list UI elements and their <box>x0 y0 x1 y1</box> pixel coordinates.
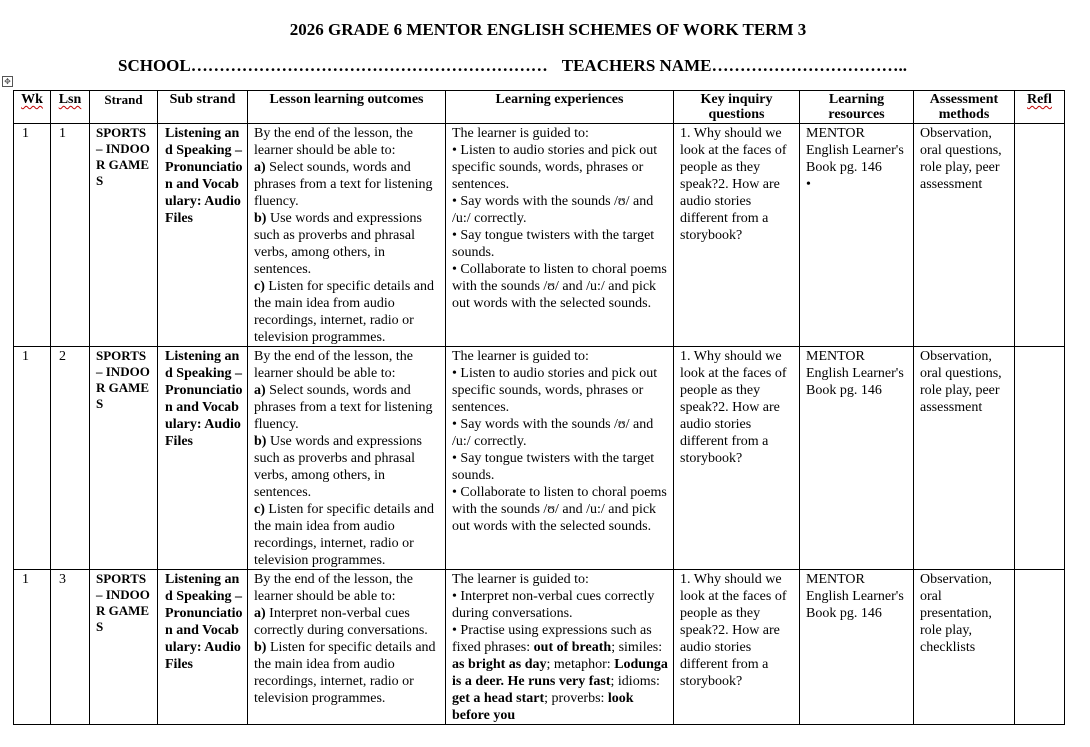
header-inquiry: Key inquiry questions <box>674 91 800 124</box>
table-row <box>14 570 1065 725</box>
cell-assessment: Observation, oral questions, role play, peer assessment <box>914 347 1015 570</box>
table-move-handle-icon[interactable]: ✥ <box>2 76 13 87</box>
school-teacher-line <box>118 56 907 76</box>
cell-experiences: The learner is guided to: • Listen to audio stories and pick out specific sounds, words, phrases or sentences. • Say words with the sounds /ʊ/ and /u:/ correctly. • Say tongue twisters with the target sounds. • Collaborate to listen to choral poems with the sounds /ʊ/ and /u:/ and pick out words with the selected sounds. <box>446 124 674 347</box>
cell-outcomes: By the end of the lesson, the learner should be able to: a) Select sounds, words and phrases from a text for listening fluency. b) Use words and expressions such as proverbs and phrasal verbs, among others, in sentences. c) Listen for specific details and the main idea from audio recordings, internet, radio or television programmes. <box>248 124 446 347</box>
table-header-row <box>14 91 1065 124</box>
cell-lsn: 2 <box>51 347 90 570</box>
header-wk: Wk <box>14 91 51 124</box>
cell-experiences: The learner is guided to: • Interpret non-verbal cues correctly during conversations. • Practise using expressions such as fixed phrases: out of breath; similes: as bright as day; metaphor: Lodunga is a deer. He runs very fast; idioms: get a head start; proverbs: look before you <box>446 570 674 725</box>
teacher-name-label: TEACHERS NAME…………………………….. <box>561 56 907 75</box>
table-row <box>14 124 1065 347</box>
header-lsn: Lsn <box>51 91 90 124</box>
cell-wk: 1 <box>14 347 51 570</box>
cell-wk: 1 <box>14 124 51 347</box>
header-strand: Strand <box>90 91 158 124</box>
cell-assessment: Observation, oral presentation, role play, checklists <box>914 570 1015 725</box>
header-experiences: Learning experiences <box>446 91 674 124</box>
cell-strand: SPORTS – INDOOR GAMES <box>90 124 158 347</box>
school-label: SCHOOL……………………………………………………… <box>118 56 548 75</box>
header-reflection: Refl <box>1015 91 1065 124</box>
cell-outcomes: By the end of the lesson, the learner should be able to: a) Interpret non-verbal cues correctly during conversations. b) Listen for specific details and the main idea from audio recordings, internet, radio or television programmes. <box>248 570 446 725</box>
header-assessment: Assessment methods <box>914 91 1015 124</box>
table-row <box>14 347 1065 570</box>
cell-lsn: 1 <box>51 124 90 347</box>
header-outcomes: Lesson learning outcomes <box>248 91 446 124</box>
cell-wk: 1 <box>14 570 51 725</box>
cell-reflection[interactable] <box>1015 124 1065 347</box>
cell-resources: MENTOR English Learner's Book pg. 146 <box>800 347 914 570</box>
cell-outcomes: By the end of the lesson, the learner should be able to: a) Select sounds, words and phrases from a text for listening fluency. b) Use words and expressions such as proverbs and phrasal verbs, among others, in sentences. c) Listen for specific details and the main idea from audio recordings, internet, radio or television programmes. <box>248 347 446 570</box>
document-title: 2026 GRADE 6 MENTOR ENGLISH SCHEMES OF WORK TERM 3 <box>289 20 807 39</box>
cell-inquiry: 1. Why should we look at the faces of people as they speak?2. How are audio stories different from a storybook? <box>674 124 800 347</box>
cell-reflection[interactable] <box>1015 347 1065 570</box>
cell-resources: MENTOR English Learner's Book pg. 146 • <box>800 124 914 347</box>
cell-strand: SPORTS – INDOOR GAMES <box>90 570 158 725</box>
cell-resources: MENTOR English Learner's Book pg. 146 <box>800 570 914 725</box>
cell-sub-strand: Listening and Speaking – Pronunciation and Vocabulary: Audio Files <box>158 124 248 347</box>
cell-lsn: 3 <box>51 570 90 725</box>
header-sub-strand: Sub strand <box>158 91 248 124</box>
cell-experiences: The learner is guided to: • Listen to audio stories and pick out specific sounds, words, phrases or sentences. • Say words with the sounds /ʊ/ and /u:/ correctly. • Say tongue twisters with the target sounds. • Collaborate to listen to choral poems with the sounds /ʊ/ and /u:/ and pick out words with the selected sounds. <box>446 347 674 570</box>
cell-sub-strand: Listening and Speaking – Pronunciation and Vocabulary: Audio Files <box>158 570 248 725</box>
cell-sub-strand: Listening and Speaking – Pronunciation and Vocabulary: Audio Files <box>158 347 248 570</box>
cell-reflection[interactable] <box>1015 570 1065 725</box>
header-resources: Learning resources <box>800 91 914 124</box>
cell-assessment: Observation, oral questions, role play, peer assessment <box>914 124 1015 347</box>
schemes-table <box>13 90 1065 725</box>
cell-strand: SPORTS – INDOOR GAMES <box>90 347 158 570</box>
cell-inquiry: 1. Why should we look at the faces of people as they speak?2. How are audio stories different from a storybook? <box>674 570 800 725</box>
cell-inquiry: 1. Why should we look at the faces of people as they speak?2. How are audio stories different from a storybook? <box>674 347 800 570</box>
